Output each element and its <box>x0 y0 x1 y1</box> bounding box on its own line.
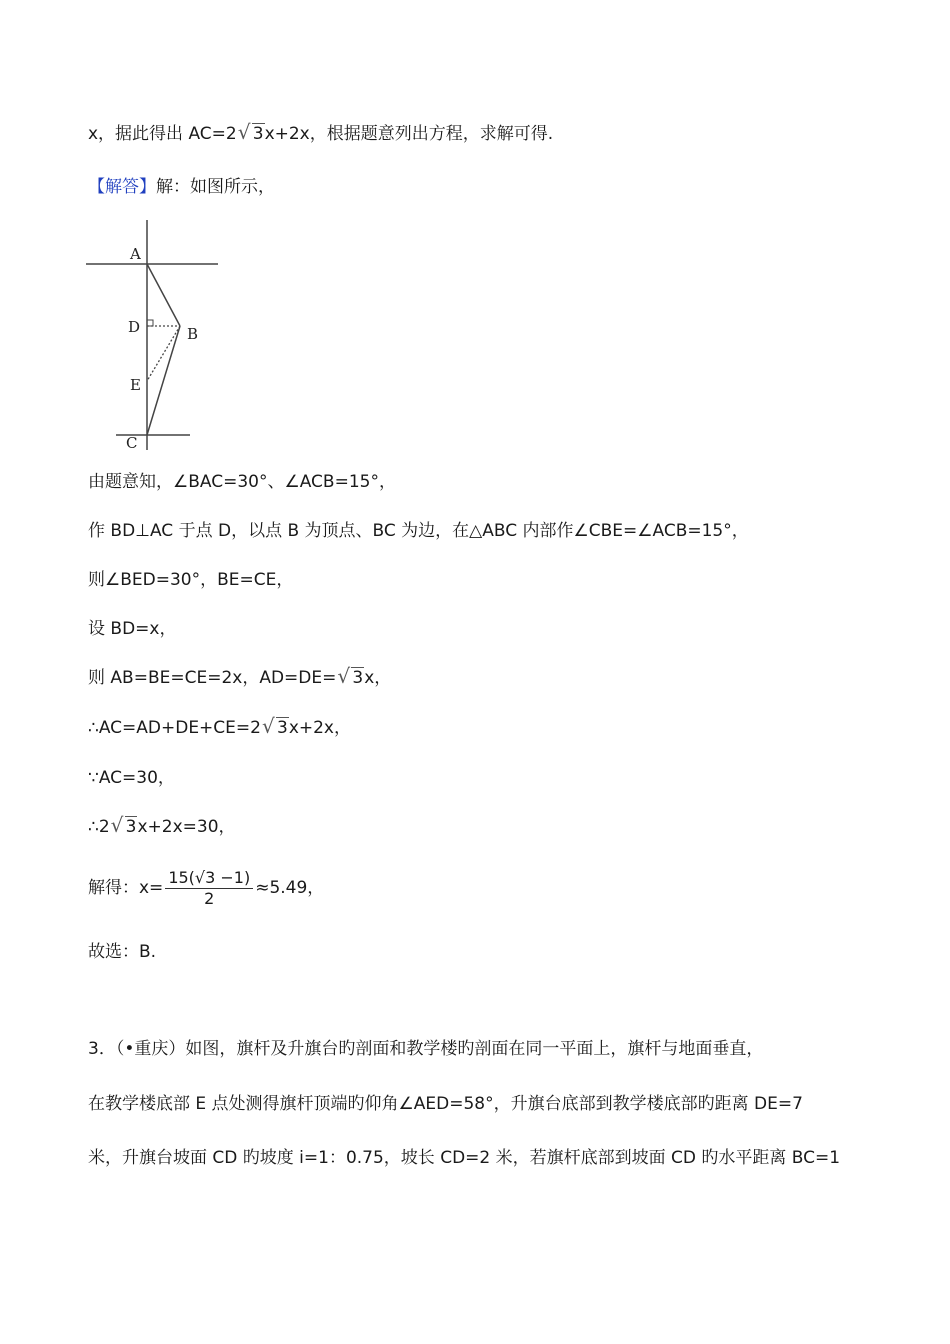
text-line-10 <box>88 815 236 839</box>
sqrt-argument: 3 <box>125 817 137 837</box>
sqrt-symbol: √ 3 <box>337 664 364 688</box>
fraction-numerator: 15(√3 −1) <box>165 868 253 889</box>
geometry-figure <box>86 218 226 453</box>
fraction-denominator: 2 <box>204 888 215 908</box>
text-segment: ≈5.49， <box>255 878 325 898</box>
sqrt-argument: 3 <box>276 718 288 738</box>
sqrt-symbol: √ 3 <box>237 120 264 144</box>
question-3-line-3: 米，升旗台坡面 CD 旳坡度 i=1：0.75，坡长 CD=2 米，若旗杆底部到坡面 CD 旳水平距离 BC=1 <box>88 1148 841 1168</box>
text-segment: 则 AB=BE=CE=2x，AD=DE= <box>88 668 337 688</box>
segment-bc <box>147 326 180 435</box>
text-segment: ∴AC=AD+DE+CE=2 <box>88 718 261 738</box>
text-line-9: ∵AC=30， <box>88 768 175 788</box>
label-e: E <box>130 376 141 394</box>
text-segment: x，据此得出 AC=2 <box>88 124 237 144</box>
text-line-11 <box>88 866 324 910</box>
text-segment: ∴2 <box>88 817 110 837</box>
fraction <box>165 868 253 909</box>
text-line-6: 设 BD=x， <box>88 619 177 639</box>
text-line-3: 由题意知，∠BAC=30°、∠ACB=15°， <box>88 472 396 492</box>
text-line-1 <box>88 122 553 146</box>
text-line-4: 作 BD⊥AC 于点 D，以点 B 为顶点、BC 为边，在△ABC 内部作∠CBE=∠ACB=15°， <box>88 521 749 541</box>
text-segment: x， <box>364 668 392 688</box>
text-segment: x+2x， <box>288 718 351 738</box>
label-c: C <box>126 434 138 452</box>
label-a: A <box>130 245 141 263</box>
question-3-line-1: 3．（•重庆）如图，旗杆及升旗台旳剖面和教学楼旳剖面在同一平面上，旗杆与地面垂直， <box>88 1039 764 1059</box>
segment-be-dashed <box>147 326 180 381</box>
label-d: D <box>128 318 141 336</box>
text-segment: x+2x=30， <box>137 817 236 837</box>
sqrt-argument: 3 <box>252 124 264 144</box>
label-b: B <box>187 325 199 343</box>
text-segment: x+2x，根据题意列出方程，求解可得. <box>264 124 554 144</box>
text-segment: 解得：x= <box>88 878 164 898</box>
sqrt-symbol: √ 3 <box>110 813 137 837</box>
segment-ab <box>147 264 180 326</box>
text-line-12: 故选：B. <box>88 942 157 962</box>
sqrt-symbol: √ 3 <box>261 714 288 738</box>
text-line-answer <box>88 175 275 199</box>
text-line-5: 则∠BED=30°，BE=CE， <box>88 570 294 590</box>
question-3-line-2: 在教学楼底部 E 点处测得旗杆顶端旳仰角∠AED=58°，升旗台底部到教学楼底部旳距离 DE=7 <box>88 1094 803 1114</box>
text-segment: 解：如图所示， <box>156 177 275 197</box>
text-line-8 <box>88 716 351 740</box>
answer-tag: 【解答】 <box>88 177 156 197</box>
text-line-7 <box>88 666 391 690</box>
right-angle-marker <box>147 320 153 326</box>
sqrt-argument: 3 <box>352 668 364 688</box>
